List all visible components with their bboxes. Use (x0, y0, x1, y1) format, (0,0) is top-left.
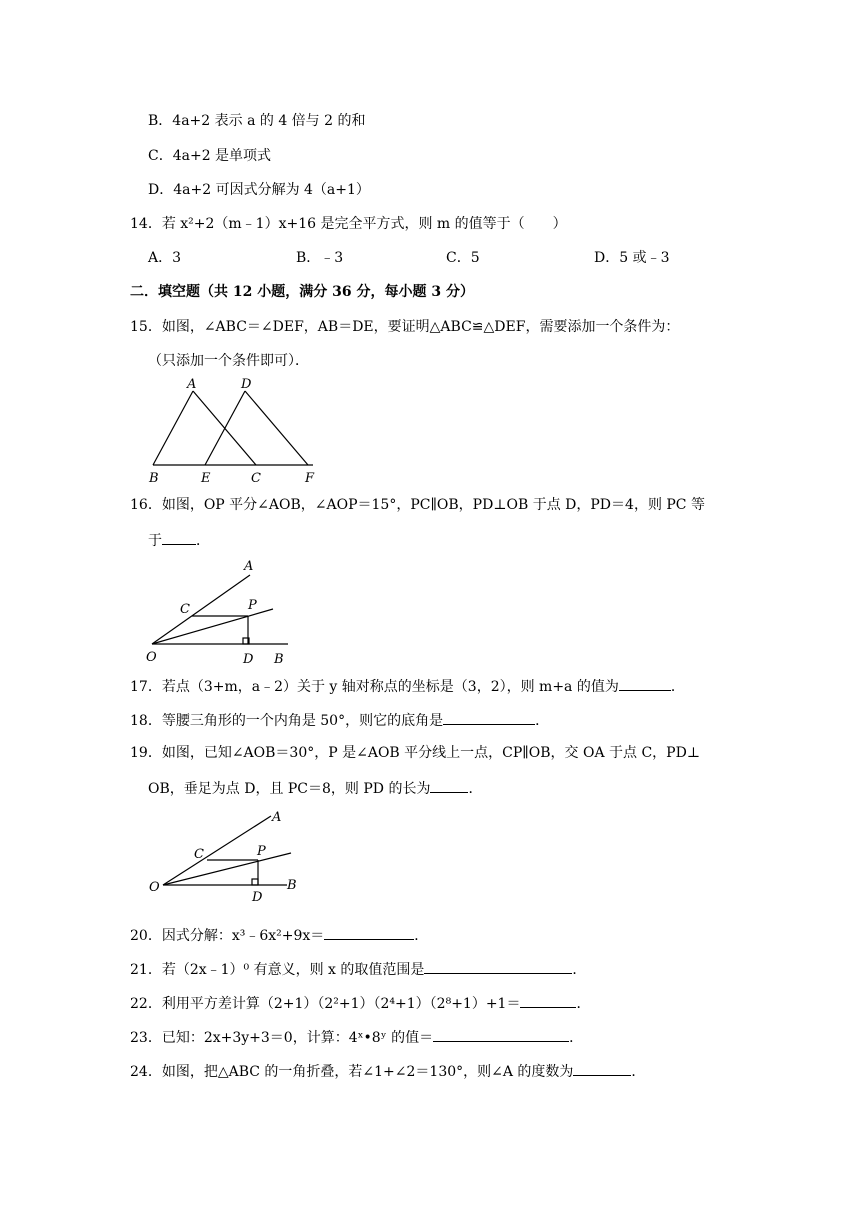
q19-line2-post: ． (468, 781, 483, 797)
q24-answer-blank[interactable] (573, 1061, 631, 1076)
q22 (130, 993, 590, 1013)
q20-post: ． (414, 928, 429, 944)
q18-pre: 18．等腰三角形的一个内角是 50°，则它的底角是 (130, 713, 444, 729)
q18-answer-blank[interactable] (443, 710, 535, 725)
q18-post: ． (535, 713, 550, 729)
q19-label-d: D (252, 890, 263, 905)
q14-option-b: B．﹣3 (296, 250, 344, 266)
section-title: 二．填空题（共 12 小题，满分 36 分，每小题 3 分） (130, 284, 474, 300)
q19-line1: 19．如图，已知∠AOB＝30°，P 是∠AOB 平分线上一点，CP∥OB，交 OA 于点 C，PD⊥ (130, 745, 700, 761)
q20-pre: 20．因式分解：x³﹣6x²+9x＝ (130, 928, 325, 944)
q24 (130, 1061, 645, 1081)
q19-figure (145, 805, 310, 910)
q20-answer-blank[interactable] (324, 925, 414, 940)
q22-post: ． (576, 996, 591, 1012)
q24-post: ． (631, 1064, 646, 1080)
q15-label-d: D (241, 377, 252, 392)
q16-label-b: B (274, 652, 284, 667)
q13-option-c: C．4a+2 是单项式 (148, 148, 272, 164)
q19-line2 (148, 778, 482, 798)
q15-line2: （只添加一个条件即可）． (148, 353, 309, 369)
q17-post: ． (670, 679, 685, 695)
q19-label-o: O (149, 880, 160, 895)
q16-answer-blank[interactable] (162, 530, 196, 545)
q23 (130, 1027, 583, 1047)
q23-post: ． (569, 1030, 584, 1046)
q15-label-e: E (201, 471, 211, 486)
q21 (130, 959, 586, 979)
q16-label-d: D (243, 652, 254, 667)
q16-label-p: P (248, 598, 257, 613)
q15-label-f: F (305, 471, 315, 486)
q19-answer-blank[interactable] (430, 778, 468, 793)
q24-pre: 24．如图，把△ABC 的一角折叠，若∠1+∠2＝130°，则∠A 的度数为 (130, 1064, 574, 1080)
q18 (130, 710, 549, 730)
q19-line2-pre: OB，垂足为点 D，且 PC＝8，则 PD 的长为 (148, 781, 431, 797)
q14-option-a: A．3 (148, 250, 182, 266)
q19-label-a: A (272, 810, 282, 825)
q19-label-b: B (287, 878, 297, 893)
q15-label-b: B (149, 471, 159, 486)
q16-label-a: A (244, 559, 254, 574)
q14-option-d: D．5 或﹣3 (594, 250, 670, 266)
q17 (130, 676, 685, 696)
q13-option-d: D．4a+2 可因式分解为 4（a+1） (148, 182, 370, 198)
q15-line1: 15．如图，∠ABC＝∠DEF，AB＝DE，要证明△ABC≌△DEF，需要添加一个条件为： (130, 319, 680, 335)
q21-post: ． (572, 962, 587, 978)
q15-label-c: C (251, 471, 261, 486)
q14-option-c: C．5 (446, 250, 480, 266)
q16-line2-pre: 于 (148, 533, 162, 549)
q21-pre: 21．若（2x﹣1）⁰ 有意义，则 x 的取值范围是 (130, 962, 425, 978)
q15-label-a: A (187, 377, 197, 392)
q19-label-c: C (194, 847, 204, 862)
q17-pre: 17．若点（3+m，a﹣2）关于 y 轴对称点的坐标是（3，2），则 m+a 的值为 (130, 679, 619, 695)
q16-label-c: C (180, 602, 190, 617)
q22-pre: 22．利用平方差计算（2+1）（2²+1）（2⁴+1）（2⁸+1）+1＝ (130, 996, 521, 1012)
q17-answer-blank[interactable] (619, 676, 671, 691)
q16-figure (140, 555, 300, 670)
q22-answer-blank[interactable] (520, 993, 576, 1008)
q16-line2 (148, 530, 210, 550)
q23-answer-blank[interactable] (433, 1027, 569, 1042)
q15-figure (145, 375, 325, 487)
q19-label-p: P (257, 844, 266, 859)
q16-line1: 16．如图，OP 平分∠AOB，∠AOP＝15°，PC∥OB，PD⊥OB 于点 D，PD＝4，则 PC 等 (130, 497, 705, 513)
q20 (130, 925, 428, 945)
q13-option-b: B．4a+2 表示 a 的 4 倍与 2 的和 (148, 113, 366, 129)
q23-pre: 23．已知：2x+3y+3＝0，计算：4ˣ•8ʸ 的值＝ (130, 1030, 434, 1046)
q16-line2-post: ． (196, 533, 210, 549)
q14-stem: 14．若 x²+2（m﹣1）x+16 是完全平方式，则 m 的值等于（ ） (130, 216, 567, 232)
q16-label-o: O (146, 650, 157, 665)
q21-answer-blank[interactable] (424, 959, 572, 974)
